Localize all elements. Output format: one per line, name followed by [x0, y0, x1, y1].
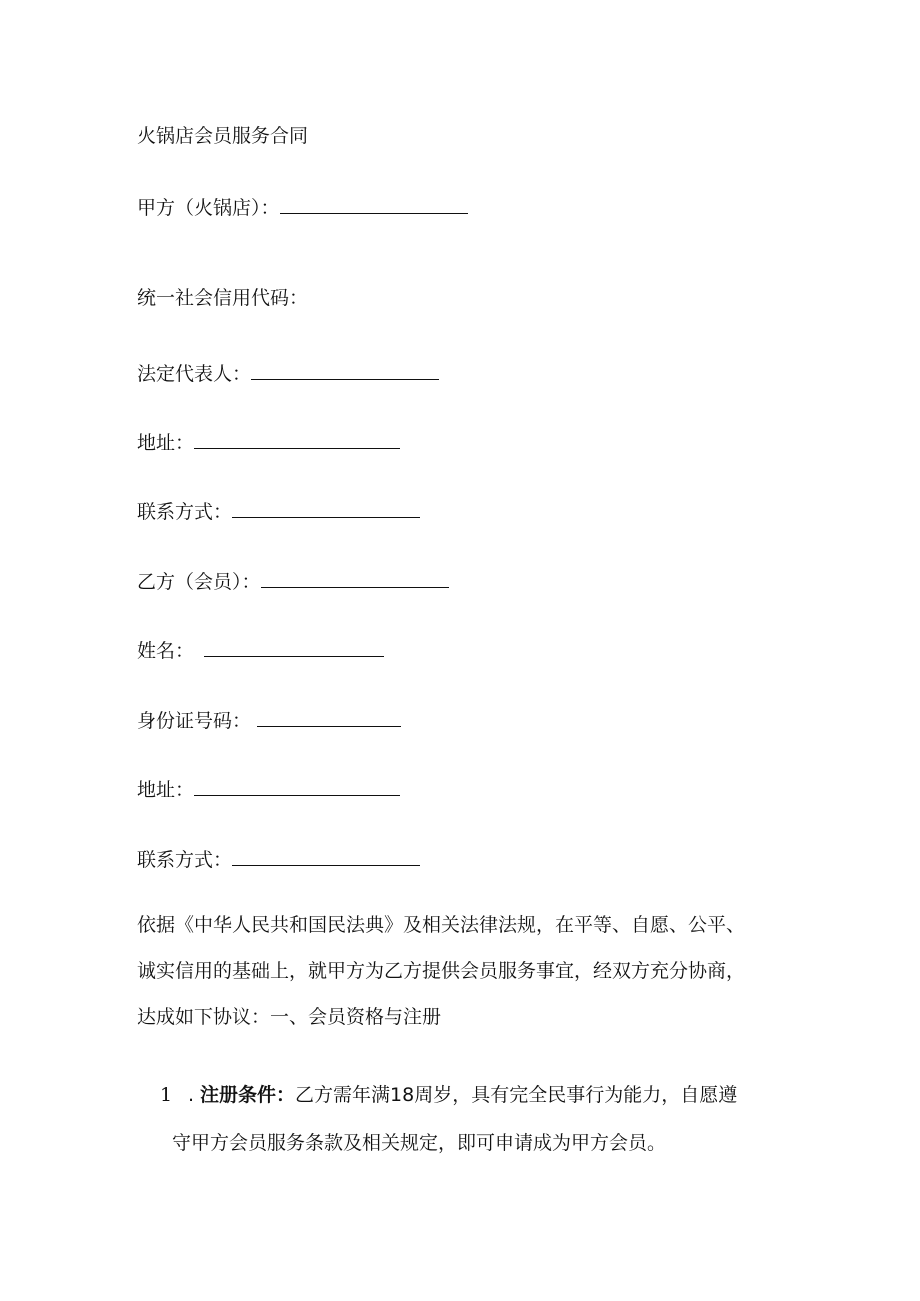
clause-text-continued: 守甲方会员服务条款及相关规定，即可申请成为甲方会员。 — [172, 1132, 667, 1154]
party-b-address-field — [137, 775, 400, 803]
party-a-contact-blank — [232, 497, 420, 518]
party-b-label: 乙方（会员）： — [137, 571, 261, 593]
party-a-contact-field — [137, 497, 420, 525]
party-b-field — [137, 567, 449, 595]
party-a-address-field — [137, 428, 400, 456]
party-b-id-blank — [257, 706, 401, 727]
party-a-label: 甲方（火锅店）： — [137, 197, 280, 219]
title-text: 火锅店会员服务合同 — [137, 125, 309, 147]
preamble-line: 诚实信用的基础上，就甲方为乙方提供会员服务事宜，经双方充分协商， — [137, 960, 746, 982]
clause-term: 注册条件： — [200, 1084, 296, 1106]
party-a-blank — [280, 193, 468, 214]
party-a-address-label: 地址： — [137, 432, 195, 454]
party-b-name-label: 姓名： — [137, 640, 195, 662]
credit-code-field — [137, 285, 308, 311]
document-title — [137, 123, 308, 149]
credit-code-label: 统一社会信用代码： — [137, 287, 309, 309]
party-b-address-label: 地址： — [137, 779, 195, 801]
preamble-line: 依据《中华人民共和国民法典》及相关法律法规，在平等、自愿、公平、 — [137, 914, 746, 936]
party-b-contact-label: 联系方式： — [137, 849, 233, 871]
party-b-contact-field — [137, 845, 420, 873]
clause-item — [160, 1071, 800, 1167]
party-b-contact-blank — [232, 845, 420, 866]
party-a-field — [137, 193, 468, 221]
party-a-contact-label: 联系方式： — [137, 501, 233, 523]
legal-rep-field — [137, 359, 439, 387]
clause-number: 1 — [160, 1084, 173, 1106]
preamble-line: 达成如下协议：一、会员资格与注册 — [137, 1006, 442, 1028]
clause-separator: . — [187, 1084, 195, 1106]
legal-rep-blank — [251, 359, 439, 380]
party-b-name-field — [137, 636, 384, 664]
party-b-id-field — [137, 706, 401, 734]
party-a-address-blank — [194, 428, 400, 449]
preamble — [137, 902, 787, 1040]
party-b-id-label: 身份证号码： — [137, 710, 252, 732]
legal-rep-label: 法定代表人： — [137, 363, 252, 385]
party-b-blank — [261, 567, 449, 588]
clause-text: 乙方需年满18周岁，具有完全民事行为能力，自愿遵 — [295, 1084, 738, 1106]
party-b-name-blank — [204, 636, 384, 657]
party-b-address-blank — [194, 775, 400, 796]
